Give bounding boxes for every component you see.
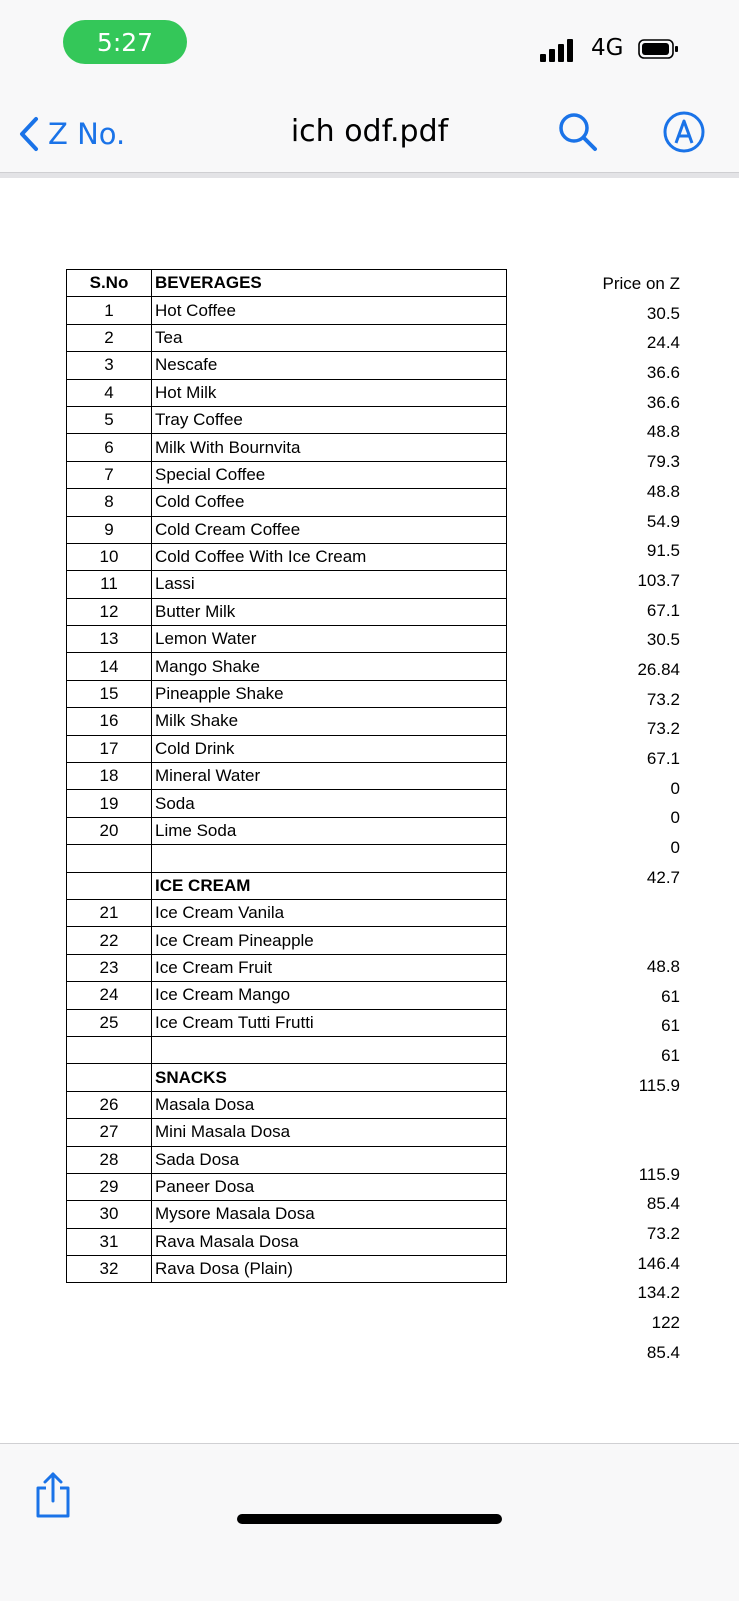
table-row — [67, 489, 507, 516]
section-title: BEVERAGES — [152, 270, 507, 297]
table-row — [67, 598, 507, 625]
table-row — [67, 461, 507, 488]
item-name-cell: Ice Cream Vanila — [152, 899, 507, 926]
price-value: 30.5 — [646, 630, 680, 650]
table-row — [67, 1036, 507, 1063]
table-row — [67, 653, 507, 680]
price-value: 73.2 — [646, 1224, 680, 1243]
item-name-cell: Lassi — [152, 571, 507, 598]
status-time[interactable]: 5:27 — [63, 20, 187, 64]
serial-number-cell: 24 — [67, 982, 152, 1009]
serial-number-cell: 31 — [67, 1228, 152, 1255]
price-value: 36.6 — [646, 363, 680, 383]
item-name-cell: Mysore Masala Dosa — [152, 1201, 507, 1228]
item-name-cell: Rava Dosa (Plain) — [152, 1256, 507, 1283]
table-row — [67, 516, 507, 543]
table-row — [67, 406, 507, 433]
table-row — [67, 1009, 507, 1036]
table-row — [67, 626, 507, 653]
table-row — [67, 954, 507, 981]
price-value: 24.4 — [646, 333, 680, 353]
table-row — [67, 352, 507, 379]
table-row — [67, 1173, 507, 1200]
serial-number-cell: 7 — [67, 461, 152, 488]
item-name-cell: Cold Cream Coffee — [152, 516, 507, 543]
price-value: Price on Z — [602, 274, 680, 293]
price-value — [560, 922, 680, 952]
item-name-cell: Masala Dosa — [152, 1091, 507, 1118]
price-value: 61 — [661, 986, 680, 1006]
serial-number-cell: 18 — [67, 763, 152, 790]
serial-number-cell: 15 — [67, 680, 152, 707]
serial-number-cell: 11 — [67, 571, 152, 598]
price-value: 122 — [651, 1313, 680, 1333]
price-value: 36.6 — [646, 392, 680, 412]
price-value: 73.2 — [646, 689, 680, 709]
serial-number-cell: 20 — [67, 817, 152, 844]
item-name-cell: Mango Shake — [152, 653, 507, 680]
item-name-cell: Lime Soda — [152, 817, 507, 844]
table-row — [67, 297, 507, 324]
item-name-cell: Mini Masala Dosa — [152, 1119, 507, 1146]
section-header-row — [67, 872, 507, 899]
nav-bar — [0, 96, 739, 174]
price-value: 103.7 — [637, 570, 680, 590]
serial-number-cell: 6 — [67, 434, 152, 461]
status-bar — [0, 0, 739, 96]
price-value: 91.5 — [646, 541, 680, 561]
serial-number-cell: 29 — [67, 1173, 152, 1200]
price-value — [560, 892, 680, 922]
serial-number-cell: 32 — [67, 1256, 152, 1283]
item-name-cell: Milk With Bournvita — [152, 434, 507, 461]
menu-table — [66, 269, 507, 1283]
pdf-page[interactable] — [0, 178, 739, 1443]
table-row — [67, 845, 507, 872]
serial-number-cell: 26 — [67, 1091, 152, 1118]
table-row — [67, 434, 507, 461]
table-row — [67, 543, 507, 570]
serial-number-cell — [67, 1036, 152, 1063]
serial-number-cell: 12 — [67, 598, 152, 625]
serial-number-cell: 5 — [67, 406, 152, 433]
item-name-cell: Hot Coffee — [152, 297, 507, 324]
table-row — [67, 763, 507, 790]
price-value: 115.9 — [638, 1075, 680, 1095]
serial-number-cell: 27 — [67, 1119, 152, 1146]
section-header-row — [67, 270, 507, 297]
item-name-cell: Nescafe — [152, 352, 507, 379]
item-name-cell: Cold Coffee — [152, 489, 507, 516]
item-name-cell: Butter Milk — [152, 598, 507, 625]
table-row — [67, 790, 507, 817]
serial-number-cell: 23 — [67, 954, 152, 981]
price-value: 61 — [661, 1016, 680, 1036]
price-value: 85.4 — [646, 1194, 680, 1214]
item-name-cell: Soda — [152, 790, 507, 817]
serial-number-cell: 19 — [67, 790, 152, 817]
price-value: 0 — [670, 808, 680, 828]
section-header-row — [67, 1064, 507, 1091]
serial-number-cell: 22 — [67, 927, 152, 954]
serial-number-cell: 3 — [67, 352, 152, 379]
price-value: 146.4 — [637, 1253, 680, 1273]
table-row — [67, 817, 507, 844]
item-name-cell: Paneer Dosa — [152, 1173, 507, 1200]
item-name-cell: Mineral Water — [152, 763, 507, 790]
share-icon[interactable] — [34, 1470, 72, 1520]
price-value: 48.8 — [646, 422, 680, 442]
item-name-cell: Ice Cream Fruit — [152, 954, 507, 981]
serial-number-cell: 1 — [67, 297, 152, 324]
price-value — [560, 1100, 680, 1130]
item-name-cell — [152, 845, 507, 872]
price-value: 54.9 — [646, 511, 680, 531]
serial-number-cell: 2 — [67, 324, 152, 351]
price-value: 48.8 — [646, 956, 680, 976]
serial-number-cell: 13 — [67, 626, 152, 653]
price-value: 0 — [670, 778, 680, 798]
item-name-cell: Hot Milk — [152, 379, 507, 406]
back-label: Z No. — [48, 117, 126, 151]
item-name-cell — [152, 1036, 507, 1063]
table-row — [67, 571, 507, 598]
serial-number-cell: 28 — [67, 1146, 152, 1173]
serial-number-cell: 21 — [67, 899, 152, 926]
table-row — [67, 927, 507, 954]
section-title: SNACKS — [152, 1064, 507, 1091]
serial-number-cell: 25 — [67, 1009, 152, 1036]
serial-number-cell — [67, 872, 152, 899]
item-name-cell: Rava Masala Dosa — [152, 1228, 507, 1255]
serial-number-cell — [67, 1064, 152, 1091]
serial-number-cell: 16 — [67, 708, 152, 735]
serial-number-cell: 8 — [67, 489, 152, 516]
price-value: 0 — [670, 838, 680, 858]
item-name-cell: Lemon Water — [152, 626, 507, 653]
table-row — [67, 1146, 507, 1173]
item-name-cell: Pineapple Shake — [152, 680, 507, 707]
markup-icon[interactable] — [662, 110, 706, 154]
price-value — [560, 1130, 680, 1160]
serial-number-cell: 17 — [67, 735, 152, 762]
table-row — [67, 324, 507, 351]
item-name-cell: Ice Cream Tutti Frutti — [152, 1009, 507, 1036]
table-row — [67, 708, 507, 735]
price-value: 134.2 — [637, 1283, 680, 1303]
serial-number-cell — [67, 845, 152, 872]
item-name-cell: Ice Cream Mango — [152, 982, 507, 1009]
table-row — [67, 982, 507, 1009]
price-value: 48.8 — [646, 481, 680, 501]
serial-number-cell: 9 — [67, 516, 152, 543]
search-icon[interactable] — [556, 110, 600, 154]
home-indicator[interactable] — [237, 1514, 502, 1524]
table-row — [67, 379, 507, 406]
network-type: 4G — [591, 35, 624, 61]
price-value: 85.4 — [646, 1342, 680, 1362]
price-value: 61 — [661, 1045, 680, 1065]
item-name-cell: Special Coffee — [152, 461, 507, 488]
serial-number-cell: 10 — [67, 543, 152, 570]
price-value: 73.2 — [646, 719, 680, 739]
serial-number-cell: 14 — [67, 653, 152, 680]
item-name-cell: Sada Dosa — [152, 1146, 507, 1173]
table-row — [67, 1201, 507, 1228]
table-row — [67, 1228, 507, 1255]
serial-number-cell: 30 — [67, 1201, 152, 1228]
price-column — [560, 269, 680, 1367]
item-name-cell: Ice Cream Pineapple — [152, 927, 507, 954]
table-row — [67, 680, 507, 707]
document-title: ich odf.pdf — [290, 114, 449, 149]
table-row — [67, 1091, 507, 1118]
battery-icon — [638, 38, 680, 60]
item-name-cell: Tray Coffee — [152, 406, 507, 433]
item-name-cell: Milk Shake — [152, 708, 507, 735]
section-title: ICE CREAM — [152, 872, 507, 899]
price-value: 30.5 — [646, 303, 680, 323]
price-value: 79.3 — [646, 452, 680, 472]
serial-number-cell: 4 — [67, 379, 152, 406]
price-value: 67.1 — [646, 749, 680, 768]
price-value: 115.9 — [638, 1164, 680, 1184]
table-row — [67, 1119, 507, 1146]
price-value: 42.7 — [646, 867, 680, 887]
signal-icon — [540, 38, 573, 62]
item-name-cell: Cold Drink — [152, 735, 507, 762]
item-name-cell: Tea — [152, 324, 507, 351]
price-value: 26.84 — [637, 659, 680, 679]
serial-number-cell: S.No — [67, 270, 152, 297]
price-value: 67.1 — [646, 600, 680, 620]
table-row — [67, 735, 507, 762]
table-row — [67, 1256, 507, 1283]
item-name-cell: Cold Coffee With Ice Cream — [152, 543, 507, 570]
table-row — [67, 899, 507, 926]
